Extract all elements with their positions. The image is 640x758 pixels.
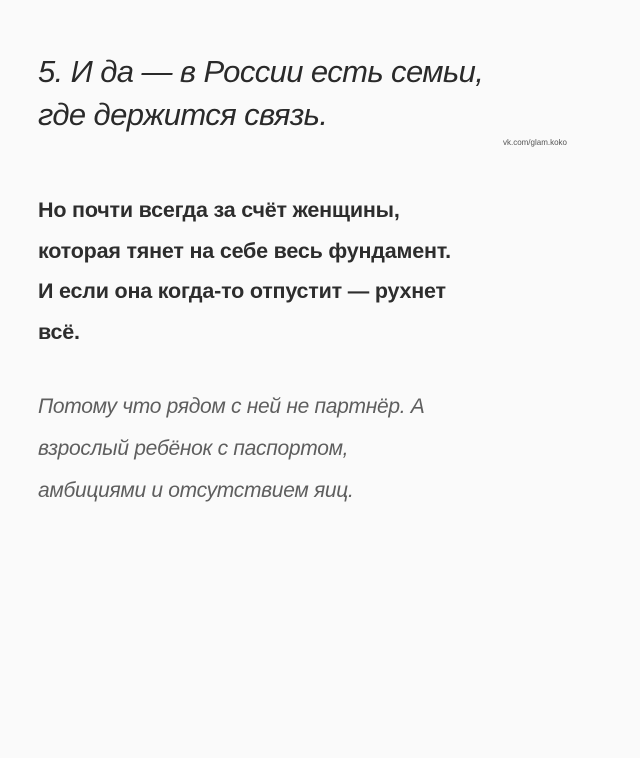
bold-line-3: И если она когда-то отпустит — рухнет bbox=[38, 279, 446, 303]
italic-paragraph bbox=[38, 386, 598, 512]
italic-line-3: амбициями и отсутствием яиц. bbox=[38, 479, 354, 502]
italic-line-2: взрослый ребёнок с паспортом, bbox=[38, 437, 349, 460]
heading-line-2: где держится связь. bbox=[38, 97, 328, 132]
italic-line-1: Потому что рядом с ней не партнёр. А bbox=[38, 395, 425, 418]
source-watermark: vk.com/glam.koko bbox=[502, 138, 567, 147]
bold-paragraph bbox=[38, 190, 618, 352]
bold-line-2: которая тянет на себе весь фундамент. bbox=[38, 238, 451, 263]
post-heading bbox=[38, 50, 598, 136]
bold-line-4: всё. bbox=[38, 319, 80, 344]
bold-line-1: Но почти всегда за счёт женщины, bbox=[38, 198, 400, 222]
heading-line-1: 5. И да — в России есть семьи, bbox=[38, 54, 484, 89]
